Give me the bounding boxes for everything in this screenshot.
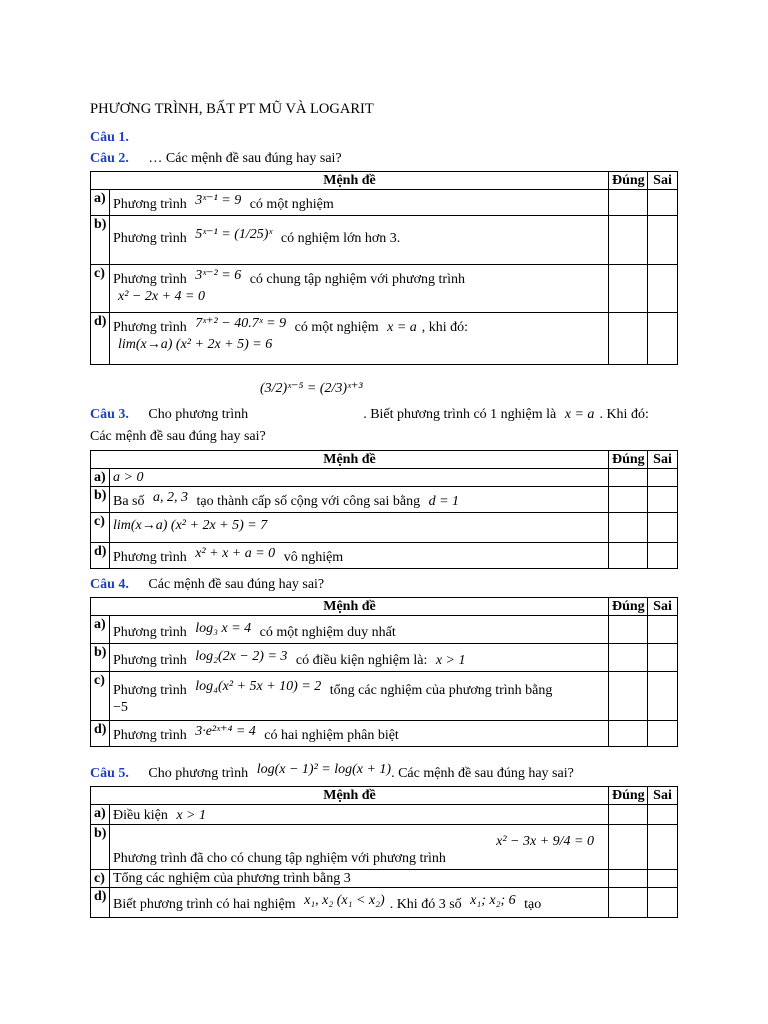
true-checkbox-cell[interactable]: [609, 721, 648, 747]
formula: x > 1: [435, 653, 466, 668]
statement-text: tạo thành cấp số cộng với công sai bằng: [196, 494, 421, 509]
false-checkbox-cell[interactable]: [648, 888, 678, 918]
true-checkbox-cell[interactable]: [609, 644, 648, 672]
false-checkbox-cell[interactable]: [648, 216, 678, 265]
formula: a, 2, 3: [153, 490, 188, 505]
formula: 5ˣ⁻¹ = (1/25)ˣ: [195, 227, 273, 242]
question-4-text: Các mệnh đề sau đúng hay sai?: [148, 577, 325, 592]
false-checkbox-cell[interactable]: [648, 543, 678, 569]
table-row: [91, 543, 678, 569]
statement-text: Phương trình: [113, 625, 187, 640]
question-1: [90, 130, 129, 146]
question-5-label: Câu 5.: [90, 766, 129, 781]
formula: log₄(x² + 5x + 10) = 2: [195, 679, 322, 694]
true-checkbox-cell[interactable]: [609, 543, 648, 569]
false-checkbox-cell[interactable]: [648, 487, 678, 513]
table-row: [91, 469, 678, 487]
formula: log₂(2x − 2) = 3: [195, 649, 288, 664]
question-3: [90, 407, 649, 423]
statement-text: Phương trình: [113, 653, 187, 668]
row-label: a): [91, 616, 110, 644]
question-4: [90, 577, 324, 593]
header-statement: Mệnh đề: [91, 451, 609, 469]
table-row: [91, 265, 678, 313]
formula: (3/2)ˣ⁻⁵ = (2/3)ˣ⁺³: [260, 381, 363, 396]
page-title: PHƯƠNG TRÌNH, BẤT PT MŨ VÀ LOGARIT: [90, 101, 374, 117]
header-true: Đúng: [609, 598, 648, 616]
row-label: a): [91, 190, 110, 216]
statement-text: tổng các nghiệm của phương trình bằng: [329, 683, 553, 698]
question-2: [90, 151, 342, 167]
table-row: [91, 721, 678, 747]
header-true: Đúng: [609, 451, 648, 469]
statement-text: tạo: [524, 897, 542, 912]
row-label: d): [91, 721, 110, 747]
statement-text: vô nghiệm: [283, 550, 344, 565]
formula: x² − 2x + 4 = 0: [118, 289, 205, 304]
true-checkbox-cell[interactable]: [609, 313, 648, 365]
false-checkbox-cell[interactable]: [648, 870, 678, 888]
question-2-table: [90, 171, 678, 365]
formula: lim(x→a) (x² + 2x + 5) = 7: [113, 518, 268, 533]
statement-text: có điều kiện nghiệm là:: [295, 653, 428, 668]
statement-text: Biết phương trình có hai nghiệm: [113, 897, 296, 912]
formula: 3ˣ⁻¹ = 9: [195, 193, 242, 208]
row-label: c): [91, 672, 110, 721]
row-label: b): [91, 487, 110, 513]
true-checkbox-cell[interactable]: [609, 216, 648, 265]
header-statement: Mệnh đề: [91, 787, 609, 805]
statement-cell: [110, 672, 609, 721]
question-3-table: [90, 450, 678, 569]
statement-cell: [110, 265, 609, 313]
true-checkbox-cell[interactable]: [609, 487, 648, 513]
true-checkbox-cell[interactable]: [609, 672, 648, 721]
statement-cell: [110, 216, 609, 265]
false-checkbox-cell[interactable]: [648, 513, 678, 543]
header-false: Sai: [648, 598, 678, 616]
header-true: Đúng: [609, 172, 648, 190]
formula: x₁, x₂ (x₁ < x₂): [304, 893, 385, 908]
header-false: Sai: [648, 787, 678, 805]
row-label: a): [91, 469, 110, 487]
statement-cell: [110, 805, 609, 825]
question-5: [90, 762, 574, 782]
statement-cell: [110, 721, 609, 747]
question-2-label: Câu 2.: [90, 151, 129, 166]
statement-text: Phương trình: [113, 231, 187, 246]
row-label: b): [91, 825, 110, 870]
statement-cell: [110, 313, 609, 365]
table-row: [91, 487, 678, 513]
statement-text: Tổng các nghiệm của phương trình bằng 3: [113, 871, 351, 886]
true-checkbox-cell[interactable]: [609, 265, 648, 313]
formula: x > 1: [176, 808, 206, 823]
formula: a > 0: [113, 470, 144, 485]
row-label: c): [91, 870, 110, 888]
row-label: c): [91, 265, 110, 313]
question-5-text: . Các mệnh đề sau đúng hay sai?: [391, 766, 574, 781]
header-statement: Mệnh đề: [91, 598, 609, 616]
formula: log(x − 1)² = log(x + 1): [256, 762, 392, 777]
formula: 3ˣ⁻² = 6: [195, 268, 242, 283]
statement-text: có một nghiệm duy nhất: [259, 625, 396, 640]
question-5-text: Cho phương trình: [148, 766, 249, 781]
header-false: Sai: [648, 451, 678, 469]
false-checkbox-cell[interactable]: [648, 825, 678, 870]
statement-cell: [110, 543, 609, 569]
statement-text: Phương trình: [113, 683, 187, 698]
statement-text: có chung tập nghiệm với phương trình: [249, 272, 465, 287]
table-row: [91, 888, 678, 918]
statement-cell: [110, 825, 609, 870]
false-checkbox-cell[interactable]: [648, 672, 678, 721]
formula: lim(x→a) (x² + 2x + 5) = 6: [118, 337, 273, 352]
question-3-text: . Biết phương trình có 1 nghiệm là: [363, 407, 557, 422]
row-label: d): [91, 888, 110, 918]
formula: x₁; x₂; 6: [470, 893, 516, 908]
false-checkbox-cell[interactable]: [648, 313, 678, 365]
false-checkbox-cell[interactable]: [648, 644, 678, 672]
row-label: d): [91, 313, 110, 365]
true-checkbox-cell[interactable]: [609, 870, 648, 888]
row-label: b): [91, 644, 110, 672]
row-label: c): [91, 513, 110, 543]
row-label: b): [91, 216, 110, 265]
statement-text: có một nghiệm: [249, 197, 334, 212]
statement-text: Phương trình: [113, 272, 187, 287]
table-row: [91, 513, 678, 543]
table-row: [91, 805, 678, 825]
false-checkbox-cell[interactable]: [648, 616, 678, 644]
table-row: [91, 672, 678, 721]
true-checkbox-cell[interactable]: [609, 190, 648, 216]
question-3-formula-line: [90, 380, 368, 397]
false-checkbox-cell[interactable]: [648, 190, 678, 216]
table-row: [91, 616, 678, 644]
question-3-line-2: Các mệnh đề sau đúng hay sai?: [90, 429, 266, 444]
statement-cell: [110, 190, 609, 216]
statement-cell: [110, 513, 609, 543]
statement-cell: [110, 469, 609, 487]
question-4-table: [90, 597, 678, 747]
question-3-text: . Khi đó:: [599, 407, 649, 422]
question-2-text: … Các mệnh đề sau đúng hay sai?: [148, 151, 342, 166]
true-checkbox-cell[interactable]: [609, 616, 648, 644]
header-false: Sai: [648, 172, 678, 190]
question-5-table: [90, 786, 678, 918]
table-row: [91, 644, 678, 672]
true-checkbox-cell[interactable]: [609, 513, 648, 543]
false-checkbox-cell[interactable]: [648, 469, 678, 487]
question-1-label: Câu 1.: [90, 130, 129, 145]
statement-text: Ba số: [113, 494, 145, 509]
statement-text: có hai nghiệm phân biệt: [264, 728, 399, 743]
question-3-text: Cho phương trình: [148, 407, 249, 422]
formula: 7ˣ⁺² − 40.7ˣ = 9: [195, 316, 287, 331]
question-4-label: Câu 4.: [90, 577, 129, 592]
header-statement: Mệnh đề: [91, 172, 609, 190]
statement-cell: [110, 644, 609, 672]
statement-text: Phương trình: [113, 197, 187, 212]
statement-cell: [110, 870, 609, 888]
true-checkbox-cell[interactable]: [609, 888, 648, 918]
formula: x² + x + a = 0: [195, 546, 276, 561]
statement-text: Phương trình: [113, 728, 187, 743]
false-checkbox-cell[interactable]: [648, 721, 678, 747]
formula: 3·e²ˣ⁺⁴ = 4: [195, 724, 256, 739]
formula: x = a: [564, 407, 595, 422]
statement-text: . Khi đó 3 số: [389, 897, 462, 912]
formula: x = a: [387, 320, 417, 335]
formula: x² − 3x + 9/4 = 0: [496, 834, 594, 849]
statement-cell: [110, 487, 609, 513]
statement-text: Phương trình: [113, 320, 187, 335]
statement-text: , khi đó:: [421, 320, 469, 335]
statement-text: Phương trình đã cho có chung tập nghiệm với phương trình: [113, 851, 446, 866]
formula: log₃ x = 4: [195, 621, 252, 636]
statement-text: −5: [113, 700, 128, 715]
table-row: [91, 870, 678, 888]
table-row: [91, 825, 678, 870]
row-label: d): [91, 543, 110, 569]
false-checkbox-cell[interactable]: [648, 265, 678, 313]
question-3-label: Câu 3.: [90, 407, 129, 422]
table-row: [91, 313, 678, 365]
statement-text: có một nghiệm: [294, 320, 379, 335]
statement-cell: [110, 616, 609, 644]
true-checkbox-cell[interactable]: [609, 469, 648, 487]
true-checkbox-cell[interactable]: [609, 825, 648, 870]
statement-text: có nghiệm lớn hơn 3.: [280, 231, 401, 246]
row-label: a): [91, 805, 110, 825]
false-checkbox-cell[interactable]: [648, 805, 678, 825]
table-row: [91, 190, 678, 216]
statement-text: Điều kiện: [113, 808, 168, 823]
formula: d = 1: [428, 494, 460, 509]
statement-text: Phương trình: [113, 550, 187, 565]
header-true: Đúng: [609, 787, 648, 805]
table-row: [91, 216, 678, 265]
true-checkbox-cell[interactable]: [609, 805, 648, 825]
statement-cell: [110, 888, 609, 918]
